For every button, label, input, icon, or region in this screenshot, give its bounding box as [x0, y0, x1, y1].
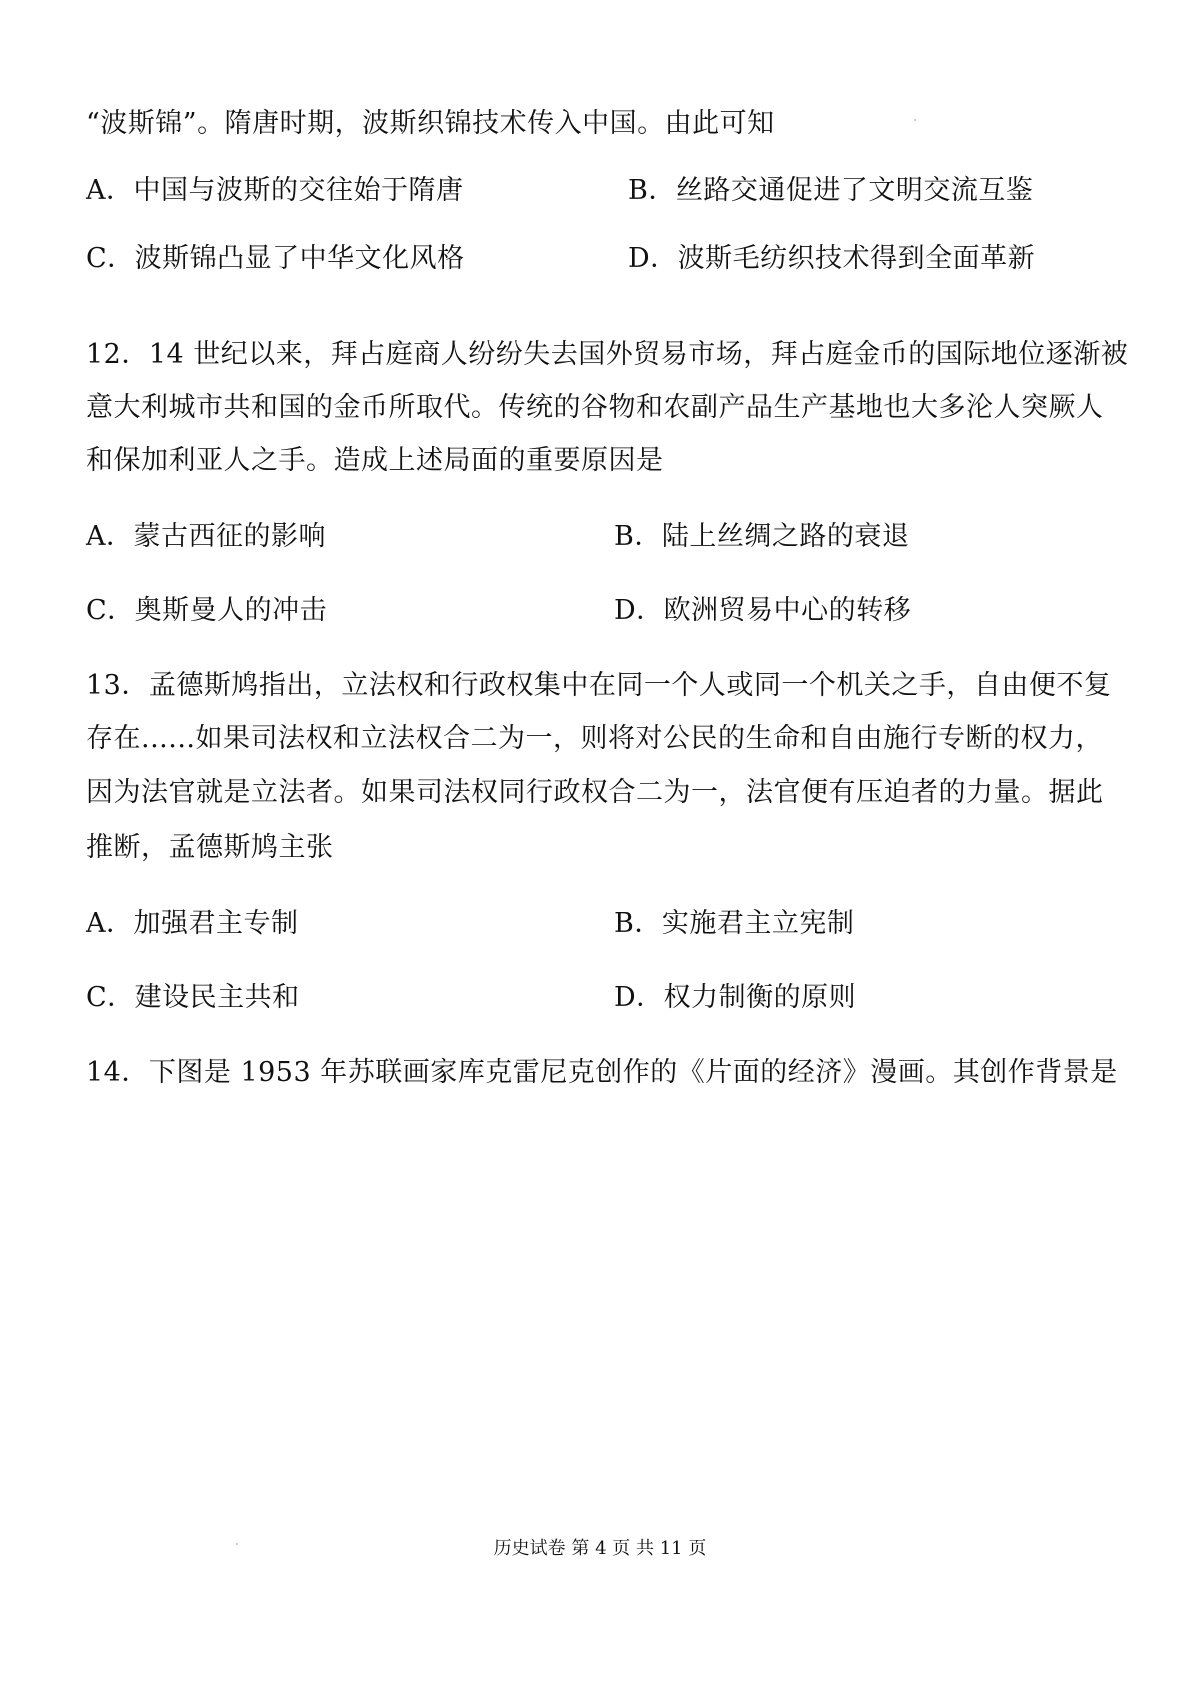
- q13-stem-line-1: 13．孟德斯鸠指出，立法权和行政权集中在同一个人或同一个机关之手，自由便不复: [86, 670, 1112, 701]
- q12-option-d: D．欧洲贸易中心的转移: [614, 595, 912, 626]
- q12-option-a: A．蒙古西征的影响: [86, 521, 326, 552]
- q12-option-b: B．陆上丝绸之路的衰退: [614, 521, 910, 552]
- q13-option-d: D．权力制衡的原则: [614, 982, 857, 1013]
- q11-option-b: B．丝路交通促进了文明交流互鉴: [628, 175, 1034, 206]
- scan-speck: [236, 1543, 238, 1545]
- q12-stem-line-3: 和保加利亚人之手。造成上述局面的重要原因是: [86, 445, 664, 476]
- scan-speck: [914, 119, 916, 121]
- q11-option-a: A．中国与波斯的交往始于隋唐: [86, 175, 464, 206]
- q12-stem-line-2: 意大利城市共和国的金币所取代。传统的谷物和农副产品生产基地也大多沦人突厥人: [86, 392, 1104, 423]
- q13-option-b: B．实施君主立宪制: [614, 908, 855, 939]
- q12-stem-line-1: 12．14 世纪以来，拜占庭商人纷纷失去国外贸易市场，拜占庭金币的国际地位逐渐被: [86, 339, 1129, 370]
- q13-stem-line-4: 推断，孟德斯鸠主张: [86, 832, 334, 863]
- q13-stem-line-3: 因为法官就是立法者。如果司法权同行政权合二为一，法官便有压迫者的力量。据此: [86, 777, 1104, 808]
- q14-stem-line-1: 14．下图是 1953 年苏联画家库克雷尼克创作的《片面的经济》漫画。其创作背景是: [86, 1057, 1118, 1088]
- q11-option-c: C．波斯锦凸显了中华文化风格: [86, 243, 465, 274]
- q11-stem-tail: “波斯锦”。隋唐时期，波斯织锦技术传入中国。由此可知: [86, 108, 775, 139]
- q12-option-c: C．奥斯曼人的冲击: [86, 595, 328, 626]
- page-footer: 历史试卷 第 4 页 共 11 页: [493, 1538, 707, 1559]
- q13-option-a: A．加强君主专制: [86, 908, 299, 939]
- q13-option-c: C．建设民主共和: [86, 982, 300, 1013]
- q11-option-d: D．波斯毛纺织技术得到全面革新: [628, 243, 1036, 274]
- q13-stem-line-2: 存在......如果司法权和立法权合二为一，则将对公民的生命和自由施行专断的权力，: [86, 723, 1103, 754]
